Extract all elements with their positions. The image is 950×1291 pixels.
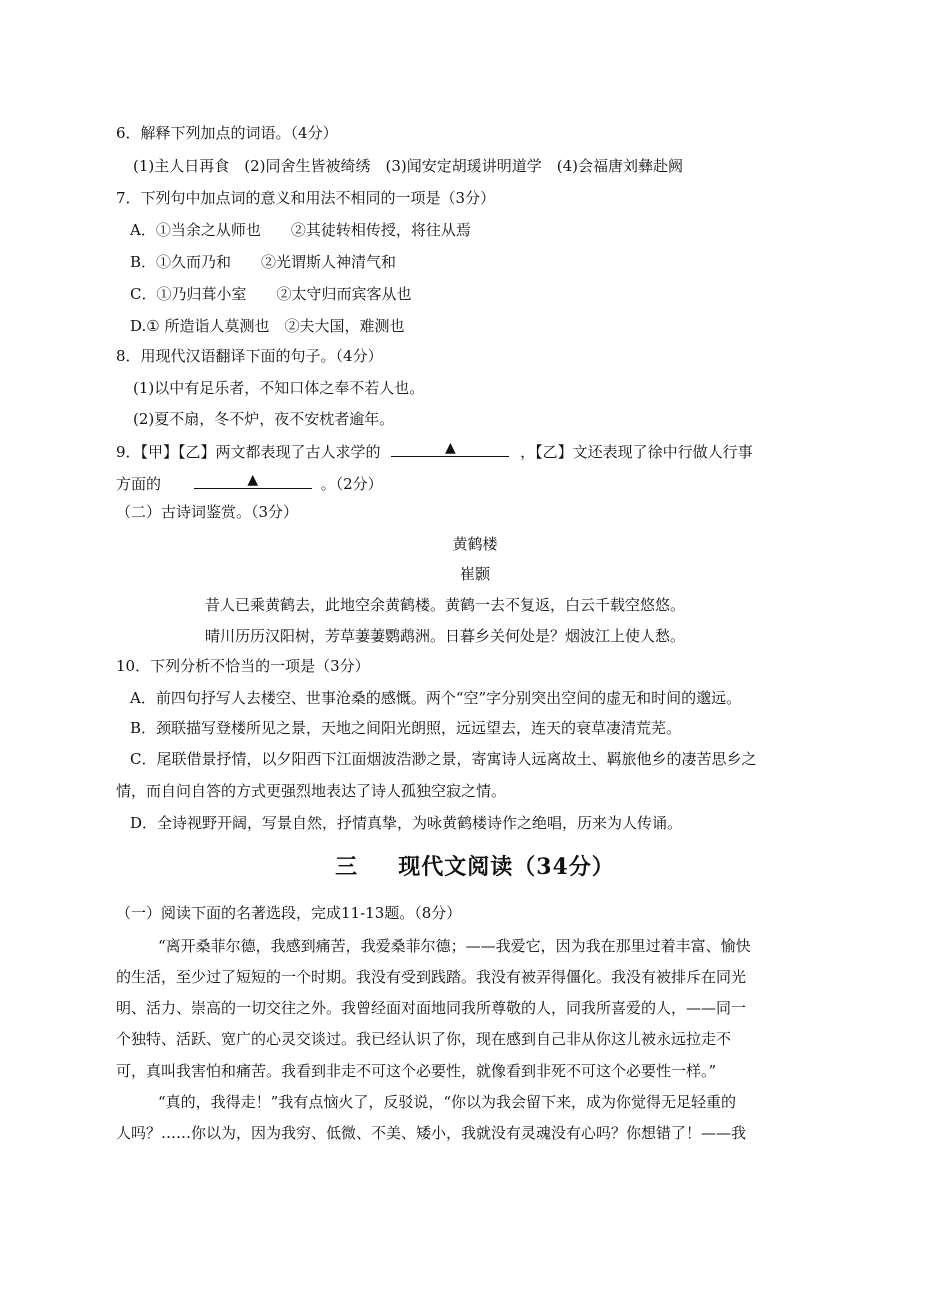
reading-intro: （一）阅读下面的名著选段，完成11-13题。（8分）	[116, 904, 462, 922]
q6-stem: 6．解释下列加点的词语。（4分）	[116, 124, 338, 142]
blank-marker: ▲	[444, 440, 456, 456]
q7-option-c: C．①乃归葺小室 ②太守归而宾客从也	[130, 285, 412, 303]
section-3-title: 现代文阅读（34分）	[398, 854, 615, 880]
q10-option-c-line-2: 情，而自问自答的方式更强烈地表达了诗人孤独空寂之情。	[116, 782, 507, 800]
q9-text-4: 。（2分）	[320, 475, 383, 493]
poem-author: 崔颢	[459, 565, 490, 583]
q7-option-a: A．①当余之从师也 ②其徒转相传授，将往从焉	[130, 221, 471, 239]
q9-line-1	[116, 438, 753, 463]
section-3-heading	[0, 852, 950, 882]
poem-section-heading: （二）古诗词鉴赏。（3分）	[116, 503, 299, 521]
q6-items: (1)主人日再食 (2)同舍生皆被绮绣 (3)闻安定胡瑗讲明道学 (4)会福唐刘彝赴阙	[133, 157, 683, 175]
q9-text-1: 9．【甲】【乙】两文都表现了古人求学的	[116, 443, 381, 461]
reading-line-2: 的生活，至少过了短短的一个时期。我没有受到践踏。我没有被弄得僵化。我没有被排斥在同光	[116, 968, 747, 986]
q10-option-c-line-1: C．尾联借景抒情，以夕阳西下江面烟波浩渺之景，寄寓诗人远离故土、羁旅他乡的凄苦思乡之	[130, 750, 757, 768]
reading-line-5: 可，真叫我害怕和痛苦。我看到非走不可这个必要性，就像看到非死不可这个必要性一样。”	[116, 1062, 717, 1080]
poem-line-2: 晴川历历汉阳树，芳草萋萋鹦鹉洲。日暮乡关何处是？烟波江上使人愁。	[205, 627, 686, 645]
q9-answer-blank-1[interactable]	[391, 438, 509, 457]
poem-title: 黄鹤楼	[452, 535, 498, 553]
reading-line-1: “离开桑菲尔德，我感到痛苦，我爱桑菲尔德；——我爱它，因为我在那里过着丰富、愉快	[158, 937, 751, 955]
q9-text-3: 方面的	[116, 475, 162, 493]
q8-item-2: (2)夏不扇，冬不炉，夜不安枕者逾年。	[133, 410, 395, 428]
section-3-number: 三	[335, 854, 359, 880]
poem-line-1: 昔人已乘黄鹤去，此地空余黄鹤楼。黄鹤一去不复返，白云千载空悠悠。	[205, 596, 686, 614]
reading-line-6: “真的，我得走！”我有点恼火了，反驳说，“你以为我会留下来，成为你觉得无足轻重的	[158, 1093, 737, 1111]
q10-stem: 10．下列分析不恰当的一项是（3分）	[116, 657, 370, 675]
q9-line-2	[116, 470, 383, 495]
reading-line-7: 人吗？……你以为，因为我穷、低微、不美、矮小，我就没有灵魂没有心吗？你想错了！——我	[116, 1124, 747, 1142]
q10-option-d: D．全诗视野开阔，写景自然，抒情真挚，为咏黄鹤楼诗作之绝唱，历来为人传诵。	[130, 814, 683, 832]
q10-option-b: B．颈联描写登楼所见之景，天地之间阳光朗照，远远望去，连天的衰草凄清荒芜。	[130, 719, 682, 737]
q7-option-b: B．①久而乃和 ②光谓斯人神清气和	[130, 253, 397, 271]
q7-stem: 7．下列句中加点词的意义和用法不相同的一项是（3分）	[116, 189, 496, 207]
q9-text-2: ，【乙】文还表现了徐中行做人行事	[520, 443, 753, 461]
q7-option-d: D.① 所造诣人莫测也 ②夫大国，难测也	[130, 317, 405, 335]
reading-line-3: 明、活力、崇高的一切交往之外。我曾经面对面地同我所尊敬的人，同我所喜爱的人，——同一	[116, 999, 747, 1017]
q9-answer-blank-2[interactable]	[194, 470, 312, 489]
q10-option-a: A．前四句抒写人去楼空、世事沧桑的感慨。两个“空”字分别突出空间的虚无和时间的邈远。	[130, 689, 742, 707]
blank-marker: ▲	[247, 472, 259, 488]
q8-item-1: (1)以中有足乐者，不知口体之奉不若人也。	[133, 379, 425, 397]
q8-stem: 8．用现代汉语翻译下面的句子。（4分）	[116, 347, 383, 365]
reading-line-4: 个独特、活跃、宽广的心灵交谈过。我已经认识了你，现在感到自己非从你这儿被永远拉走不	[116, 1030, 732, 1048]
